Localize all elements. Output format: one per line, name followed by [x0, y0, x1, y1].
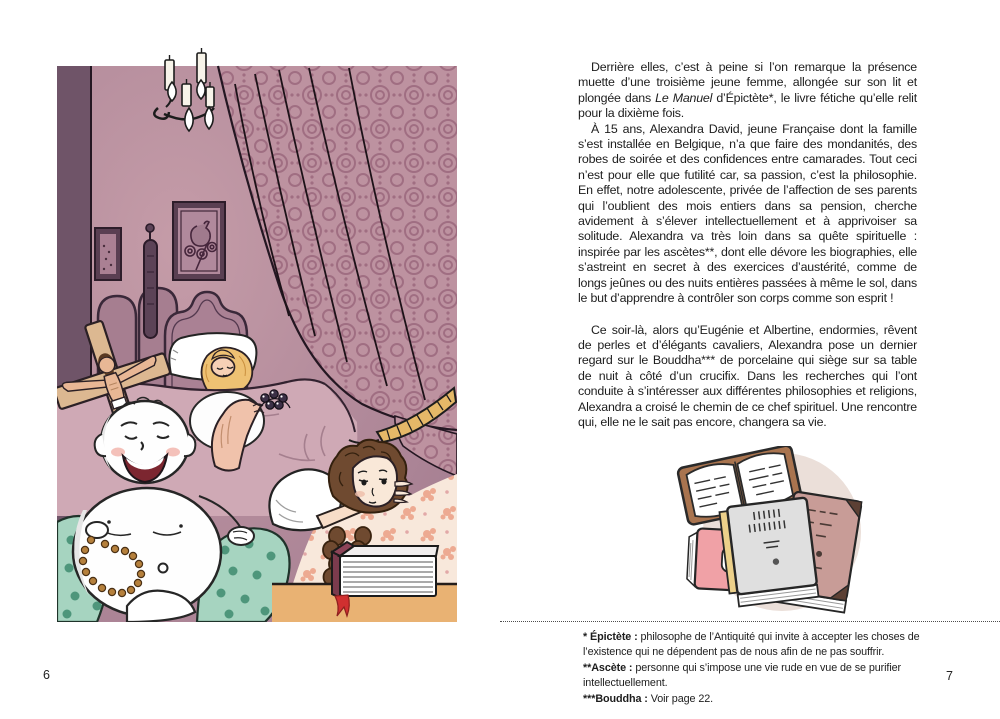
books-illustration	[672, 446, 894, 614]
footnotes	[583, 630, 945, 707]
grey-book	[719, 497, 819, 607]
paragraph-3: Ce soir-là, alors qu’Eugénie et Albertine, endormies, rêvent de perles et d’élégants cavaliers, Alexandra pose un dernier regard sur le Bouddha*** de porcelaine qui siège sur sa table de nuit à côté d’un crucifix. Dans les recherches qui l’ont conduite à s’intéresser aux différentes philosophies et religions, Alexandra a croisé le chemin de ce chef spirituel. Une rencontre qui, elle ne le sait pas encore, changera sa vie.	[578, 322, 917, 429]
picture-frame-small	[95, 228, 121, 280]
page-number-right: 7	[946, 669, 953, 683]
paragraph-1: Derrière elles, c’est à peine si l’on remarque la présence muette d’une troisième jeune femme, allongée sur son lit et plongée dans Le Manuel d’Épictète*, le livre fétiche qu’elle relit pour la dixième fois.	[578, 60, 917, 121]
bed-warmer-pole	[144, 224, 157, 338]
bedroom-illustration	[57, 44, 457, 622]
book-title-italic: Le Manuel	[655, 90, 713, 105]
sleeping-girl	[202, 348, 253, 393]
footnote-bouddha: ***Bouddha : Voir page 22.	[583, 692, 714, 705]
footnote-epictete: * Épictète : philosophe de l’Antiquité qui invite à accepter les choses de l’existence qui ne dépendent pas de nous afin de ne pas souffrir.	[583, 631, 920, 659]
footnote-divider	[500, 621, 1000, 622]
paragraph-2: À 15 ans, Alexandra David, jeune Française dont la famille s’est installée en Belgique, n’a que faire des mondanités, des robes de soirée et des confidences entre camarades. Tout ceci n’est pour elle que futilité car, sa passion, c’est la philosophie. En effet, notre adolescente, privée de l’affection de ses parents qui l’oublient des mois entiers dans sa pension, cherche avidement à s’élever intellectuellement et à apprivoiser sa solitude. Alexandra va très loin dans sa quête spirituelle : inspirée par les ascètes**, dont elle dévore les biographies, elle s’astreint en secret à des exercices d’austérité, comme de longs jeûnes ou des nuits entières passées à même le sol, dans le but d’apprendre à contrôler son corps comme son esprit !	[578, 121, 917, 306]
face	[353, 456, 397, 506]
page-number-left: 6	[43, 668, 50, 682]
footnote-ascete: **Ascète : personne qui s’impose une vie rude en vue de se purifier intellectuellement.	[583, 661, 902, 690]
picture-frame-bird	[173, 202, 225, 280]
story-text	[578, 60, 917, 430]
